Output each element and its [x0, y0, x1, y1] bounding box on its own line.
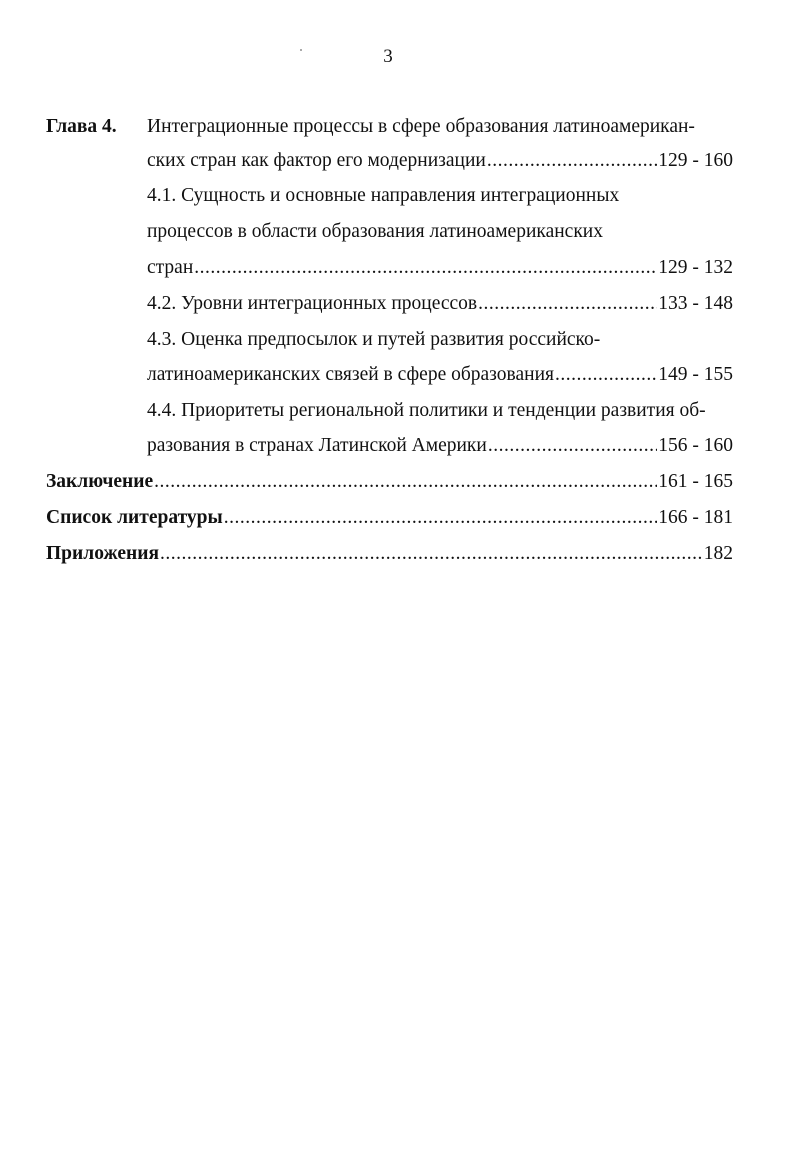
chapter-title-line2-text: ских стран как фактор его модернизации — [147, 150, 486, 171]
dot-leader — [160, 541, 703, 567]
section-4-3-line1: 4.3. Оценка предпосылок и путей развития российско- — [147, 329, 601, 350]
section-4-1-pages: 129 - 132 — [658, 257, 733, 278]
chapter-pages: 129 - 160 — [658, 150, 733, 171]
section-4-3-pages: 149 - 155 — [658, 364, 733, 385]
appendix-label: Приложения — [46, 543, 160, 564]
appendix-pages: 182 — [703, 543, 733, 564]
chapter-title-line1: Интеграционные процессы в сфере образования латиноамерикан- — [147, 116, 695, 137]
chapter-title-line2 — [147, 148, 733, 174]
conclusion-pages: 161 - 165 — [658, 471, 733, 492]
section-4-3-line2-text: латиноамериканских связей в сфере образования — [147, 364, 554, 385]
toc-bibliography — [46, 505, 733, 531]
section-4-2-pages: 133 - 148 — [658, 293, 733, 314]
section-4-4-line2 — [147, 433, 733, 459]
section-4-4-pages: 156 - 160 — [658, 435, 733, 456]
section-4-1-line3 — [147, 255, 733, 281]
dot-leader — [555, 362, 657, 388]
section-4-2-text: 4.2. Уровни интеграционных процессов — [147, 293, 478, 314]
dot-leader — [487, 148, 657, 174]
conclusion-label: Заключение — [46, 471, 154, 492]
section-4-4-line1: 4.4. Приоритеты региональной политики и тенденции развития об- — [147, 400, 706, 421]
bibliography-pages: 166 - 181 — [658, 507, 733, 528]
section-4-3-line2 — [147, 362, 733, 388]
section-4-1-line1: 4.1. Сущность и основные направления интеграционных — [147, 185, 620, 206]
section-4-4-line2-text: разования в странах Латинской Америки — [147, 435, 487, 456]
bibliography-label: Список литературы — [46, 507, 223, 528]
section-4-2 — [147, 291, 733, 317]
toc-conclusion — [46, 469, 733, 495]
dot-leader — [224, 505, 658, 531]
chapter-label: Глава 4. — [46, 116, 117, 137]
dot-leader — [194, 255, 657, 281]
page-number: 3 — [383, 46, 393, 67]
section-4-1-line3-text: стран — [147, 257, 194, 278]
toc-appendix — [46, 541, 733, 567]
dot-leader — [478, 291, 657, 317]
dot-leader — [488, 433, 657, 459]
dot-leader — [154, 469, 657, 495]
section-4-1-line2: процессов в области образования латиноамериканских — [147, 221, 603, 242]
